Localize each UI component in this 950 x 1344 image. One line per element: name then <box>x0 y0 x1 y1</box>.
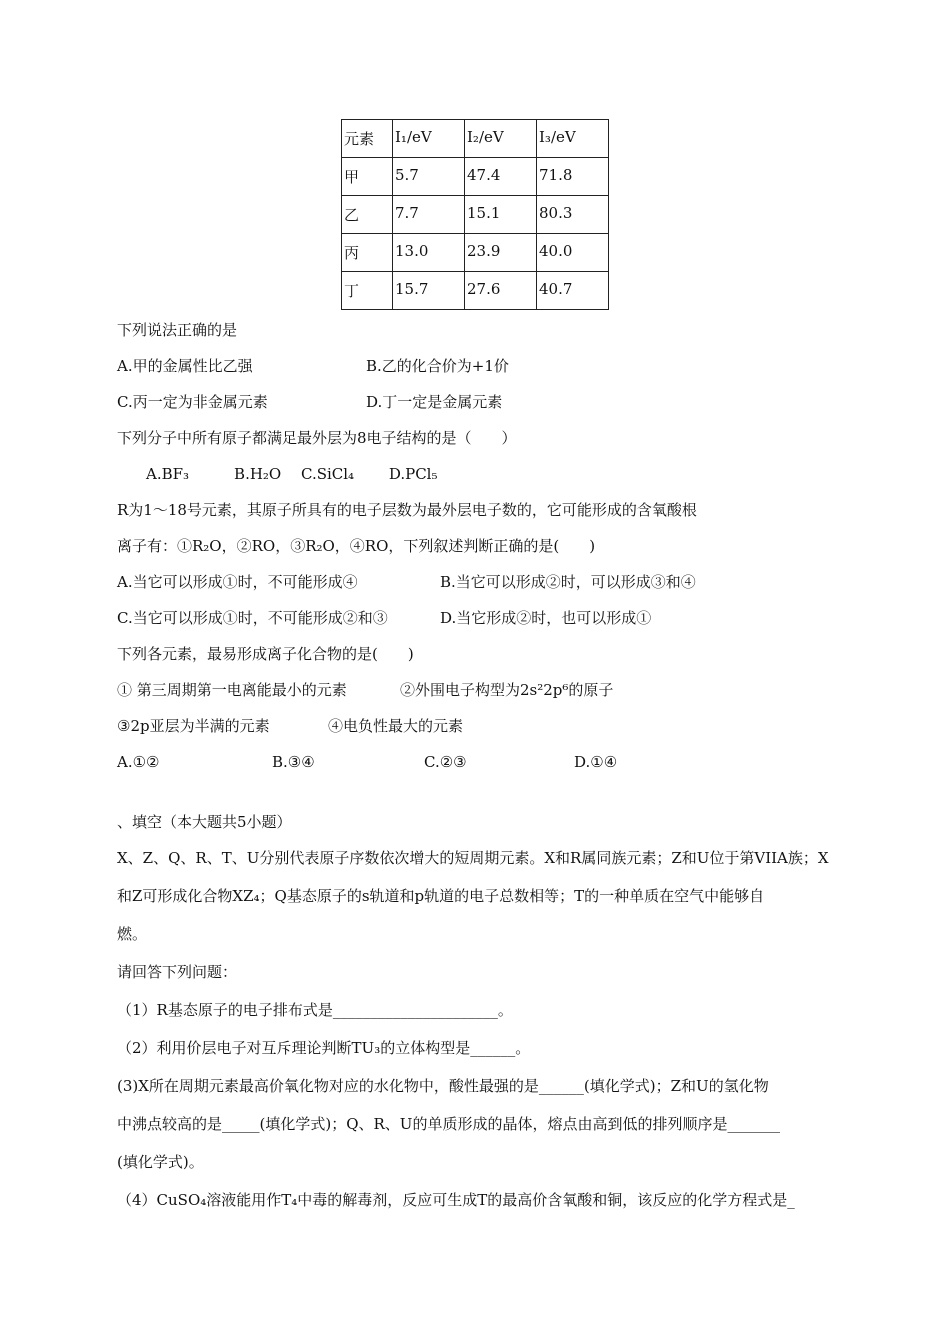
subquestion-2: （2）利用价层电子对互斥理论判断TU₃的立体构型是______。 <box>117 1039 531 1057</box>
table-cell: 5.7 <box>393 158 465 196</box>
q4-item-4: ④电负性最大的元素 <box>328 717 464 735</box>
q2-stem: 下列分子中所有原子都满足最外层为8电子结构的是（ ） <box>117 429 517 447</box>
subquestion-3-line1: (3)X所在周期元素最高价氧化物对应的水化物中，酸性最强的是______(填化学式)；Z和U的氢化物 <box>117 1077 769 1095</box>
q3-option-b: B.当它可以形成②时，可以形成③和④ <box>440 573 696 591</box>
table-cell: 80.3 <box>537 196 609 234</box>
q4-stem: 下列各元素，最易形成离子化合物的是( ) <box>117 645 414 663</box>
section-paragraph-line2: 和Z可形成化合物XZ₄；Q基态原子的s轨道和p轨道的电子总数相等；T的一种单质在空气中能够自 <box>117 887 765 905</box>
table-cell: 乙 <box>342 196 393 234</box>
ionization-energy-table <box>341 119 609 310</box>
section-paragraph-line3: 燃。 <box>117 925 148 943</box>
subquestion-3-line3: (填化学式)。 <box>117 1153 204 1171</box>
subquestion-3-line2: 中沸点较高的是_____(填化学式)；Q、R、U的单质形成的晶体，熔点由高到低的排列顺序是_______ <box>117 1115 780 1133</box>
q3-option-c: C.当它可以形成①时，不可能形成②和③ <box>117 609 388 627</box>
q1-option-a: A.甲的金属性比乙强 <box>117 357 253 375</box>
q1-option-b: B.乙的化合价为+1价 <box>366 357 509 375</box>
q4-item-2: ②外围电子构型为2s²2p⁶的原子 <box>400 681 614 699</box>
q4-item-1: ① 第三周期第一电离能最小的元素 <box>117 681 347 699</box>
table-header-cell: I₂/eV <box>465 120 537 158</box>
q3-stem-line2: 离子有：①R₂O，②RO，③R₂O，④RO，下列叙述判断正确的是( ) <box>117 537 596 555</box>
table-cell: 丁 <box>342 272 393 310</box>
section-prompt: 请回答下列问题： <box>117 963 238 981</box>
q3-option-a: A.当它可以形成①时，不可能形成④ <box>117 573 358 591</box>
q1-option-d: D.丁一定是金属元素 <box>366 393 503 411</box>
section-heading: 、填空（本大题共5小题） <box>117 813 292 831</box>
table-header-cell: I₁/eV <box>393 120 465 158</box>
q4-option-b: B.③④ <box>272 753 315 771</box>
table-cell: 15.1 <box>465 196 537 234</box>
q2-options: A.BF₃ B.H₂O C.SiCl₄ D.PCl₅ <box>146 465 438 483</box>
table-cell: 13.0 <box>393 234 465 272</box>
table-cell: 71.8 <box>537 158 609 196</box>
q3-stem-line1: R为1～18号元素，其原子所具有的电子层数为最外层电子数的，它可能形成的含氧酸根 <box>117 501 697 519</box>
table-cell: 40.7 <box>537 272 609 310</box>
q1-stem: 下列说法正确的是 <box>117 321 238 339</box>
table-cell: 47.4 <box>465 158 537 196</box>
table-row <box>342 234 609 272</box>
table-row <box>342 158 609 196</box>
q4-option-d: D.①④ <box>574 753 618 771</box>
table-cell: 7.7 <box>393 196 465 234</box>
subquestion-4: （4）CuSO₄溶液能用作T₄中毒的解毒剂，反应可生成T的最高价含氧酸和铜，该反应的化学方程式是_ <box>117 1191 795 1209</box>
q3-option-d: D.当它形成②时，也可以形成① <box>440 609 652 627</box>
table-header-row <box>342 120 609 158</box>
table-cell: 甲 <box>342 158 393 196</box>
table-header-cell: 元素 <box>342 120 393 158</box>
table-header-cell: I₃/eV <box>537 120 609 158</box>
q4-option-a: A.①② <box>117 753 160 771</box>
subquestion-1: （1）R基态原子的电子排布式是______________________。 <box>117 1001 513 1019</box>
table-cell: 15.7 <box>393 272 465 310</box>
q4-item-3: ③2p亚层为半满的元素 <box>117 717 270 735</box>
q4-option-c: C.②③ <box>424 753 467 771</box>
table-row <box>342 196 609 234</box>
table-cell: 27.6 <box>465 272 537 310</box>
table-row <box>342 272 609 310</box>
table-cell: 40.0 <box>537 234 609 272</box>
table-cell: 23.9 <box>465 234 537 272</box>
q1-option-c: C.丙一定为非金属元素 <box>117 393 268 411</box>
section-paragraph-line1: X、Z、Q、R、T、U分别代表原子序数依次增大的短周期元素。X和R属同族元素；Z和U位于第VIIA族；X <box>117 849 829 867</box>
table-cell: 丙 <box>342 234 393 272</box>
